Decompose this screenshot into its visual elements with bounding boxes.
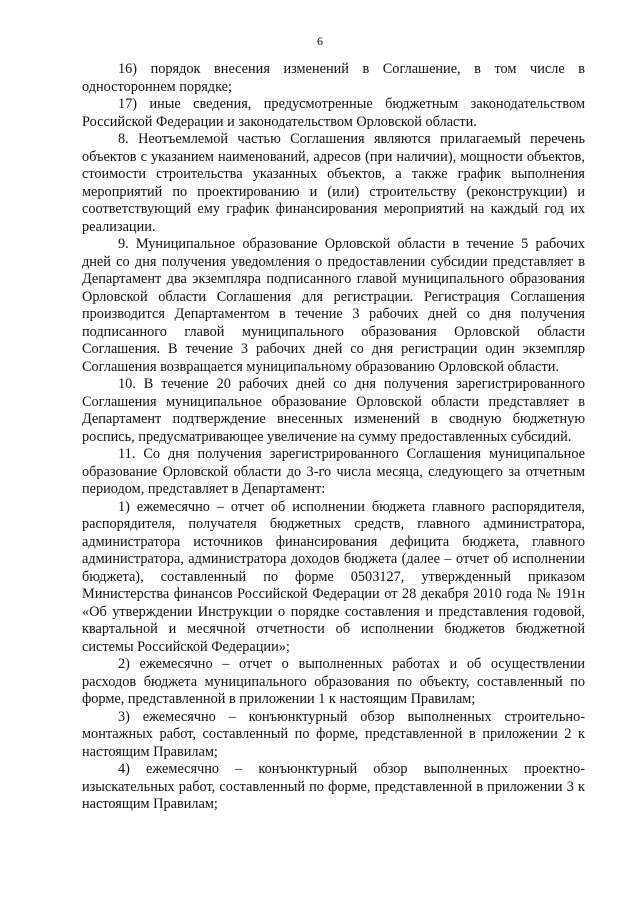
paragraph: 3) ежемесячно – конъюнктурный обзор выполненных строительно-монтажных работ, составленный по форме, представленной в приложении 2 к настоящим Правилам; xyxy=(82,708,585,760)
paragraph: 17) иные сведения, предусмотренные бюджетным законодательством Российской Федерации и законодательством Орловской области. xyxy=(82,96,585,130)
paragraph: 16) порядок внесения изменений в Соглашение, в том числе в одностороннем порядке; xyxy=(82,61,585,95)
paragraph: 8. Неотъемлемой частью Соглашения являются прилагаемый перечень объектов с указанием наименований, адресов (при наличии), мощности объектов, стоимости строительства указанных объектов, а также график выполнения мероприятий по проектированию и (или) строительству (реконструкции) и соответствующий ему график финансирования мероприятий на каждый год их реализации. xyxy=(82,131,585,235)
paragraph: 2) ежемесячно – отчет о выполненных работах и об осуществлении расходов бюджета муниципального образования по объекту, составленный по форме, представленной в приложении 1 к настоящим Правилам; xyxy=(82,656,585,707)
document-body xyxy=(82,61,585,814)
paragraph: 4) ежемесячно – конъюнктурный обзор выполненных проектно-изыскательных работ, составленный по форме, представленной в приложении 3 к настоящим Правилам; xyxy=(82,761,585,812)
page-number: 6 xyxy=(317,34,323,48)
paragraph: 10. В течение 20 рабочих дней со дня получения зарегистрированного Соглашения муниципальное образование Орловской области представляет в Департамент подтверждение внесенных изменений в сводную бюджетную роспись, предусматривающее увеличение на сумму предоставленных субсидий. xyxy=(82,376,585,445)
paragraph: 9. Муниципальное образование Орловской области в течение 5 рабочих дней со дня получения уведомления о предоставлении субсидии представляет в Департамент два экземпляра подписанного главой муниципального образования Орловской области Соглашения для регистрации. Регистрация Соглашения производится Департаментом в течение 3 рабочих дней со дня получения подписанного главой муниципального образования Орловской области Соглашения. В течение 3 рабочих дней со дня регистрации один экземпляр Соглашения возвращается муниципальному образованию Орловской области. xyxy=(82,236,585,375)
paragraph: 1) ежемесячно – отчет об исполнении бюджета главного распорядителя, распорядителя, получателя бюджетных средств, главного администратора, администратора источников финансирования дефицита бюджета, главного администратора, администратора доходов бюджета (далее – отчет об исполнении бюджета), составленный по форме 0503127, утвержденный приказом Министерства финансов Российской Федерации от 28 декабря 2010 года № 191н «Об утверждении Инструкции о порядке составления и представления годовой, квартальной и месячной отчетности об исполнении бюджетов бюджетной системы Российской Федерации»; xyxy=(82,498,585,655)
paragraph: 11. Со дня получения зарегистрированного Соглашения муниципальное образование Орловской области до 3-го числа месяца, следующего за отчетным периодом, представляет в Департамент: xyxy=(82,446,585,497)
